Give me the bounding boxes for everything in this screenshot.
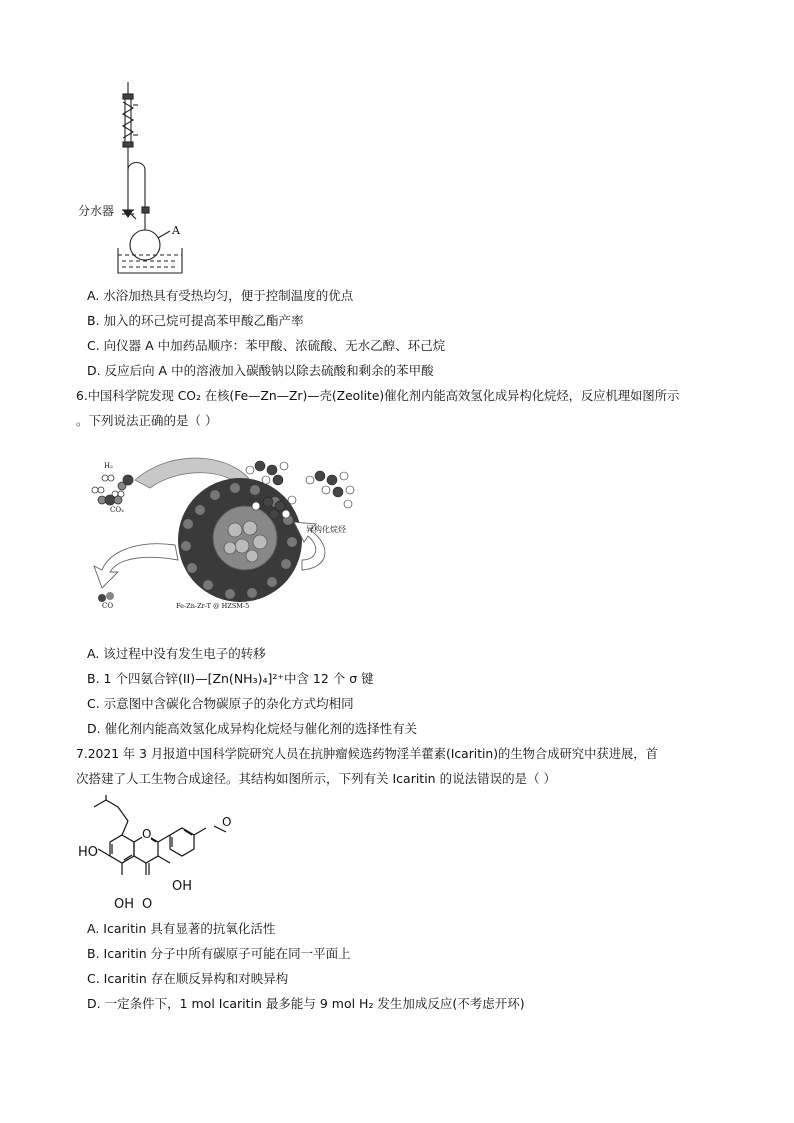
q5-option-b: B. 加入的环己烷可提高苯甲酸乙酯产率 [87, 313, 304, 328]
q5-option-c: C. 向仪器 A 中加药品顺序：苯甲酸、浓硫酸、无水乙醇、环己烷 [87, 338, 446, 353]
ring-o-label: O [142, 827, 152, 841]
q6-option-a: A. 该过程中没有发生电子的转移 [87, 646, 266, 661]
oh-bottom-label: OH [114, 897, 135, 912]
h2-label: H₂ [104, 462, 113, 470]
flask-label: A [172, 224, 180, 237]
carbonyl-o-label: O [142, 897, 153, 912]
catalyst-label: Fe-Zn-Zr-T @ HZSM-5 [176, 602, 250, 610]
apparatus-diagram [70, 80, 200, 280]
q6-stem-line2: 。下列说法正确的是（ ） [76, 413, 218, 428]
q5-option-a: A. 水浴加热具有受热均匀，便于控制温度的优点 [87, 288, 354, 303]
co2-label: CO₂ [110, 506, 124, 514]
apparatus-figure [70, 80, 200, 280]
q6-option-c: C. 示意图中含碳化合物碳原子的杂化方式均相同 [87, 696, 354, 711]
q7-option-d: D. 一定条件下，1 mol Icaritin 最多能与 9 mol H₂ 发生加成反应(不考虑开环) [87, 996, 525, 1011]
catalyst-diagram [80, 450, 400, 620]
separator-label: 分水器 [78, 204, 115, 218]
q7-option-c: C. Icaritin 存在顺反异构和对映异构 [87, 971, 289, 986]
q6-stem-line1: 6.中国科学院发现 CO₂ 在核(Fe—Zn—Zr)—壳(Zeolite)催化剂内能高效氢化成异构化烷烃，反应机理如图所示 [76, 389, 680, 403]
q6-option-b: B. 1 个四氨合锌(II)—[Zn(NH₃)₄]²⁺中含 12 个 σ 键 [87, 671, 374, 686]
icaritin-skeleton [76, 795, 256, 920]
q6-option-d: D. 催化剂内能高效氢化成异构化烷烃与催化剂的选择性有关 [87, 721, 418, 736]
methoxy-o-label: O [222, 815, 232, 829]
q5-option-d: D. 反应后向 A 中的溶液加入碳酸钠以除去硫酸和剩余的苯甲酸 [87, 363, 434, 378]
q7-stem-line2: 次搭建了人工生物合成途径。其结构如图所示，下列有关 Icaritin 的说法错误的是（ ） [76, 771, 557, 786]
ho-left-label: HO [78, 845, 99, 860]
product-label: 异构化烷烃 [306, 525, 346, 534]
oh-right-label: OH [172, 879, 193, 894]
co-label: CO [102, 602, 114, 610]
q7-stem-line1: 7.2021 年 3 月报道中国科学院研究人员在抗肿瘤候选药物淫羊藿素(Icaritin)的生物合成研究中获进展，首 [76, 747, 658, 761]
catalyst-mechanism-figure [80, 450, 400, 620]
q7-option-a: A. Icaritin 具有显著的抗氧化活性 [87, 921, 276, 936]
q7-option-b: B. Icaritin 分子中所有碳原子可能在同一平面上 [87, 946, 351, 961]
icaritin-structure [76, 795, 256, 920]
